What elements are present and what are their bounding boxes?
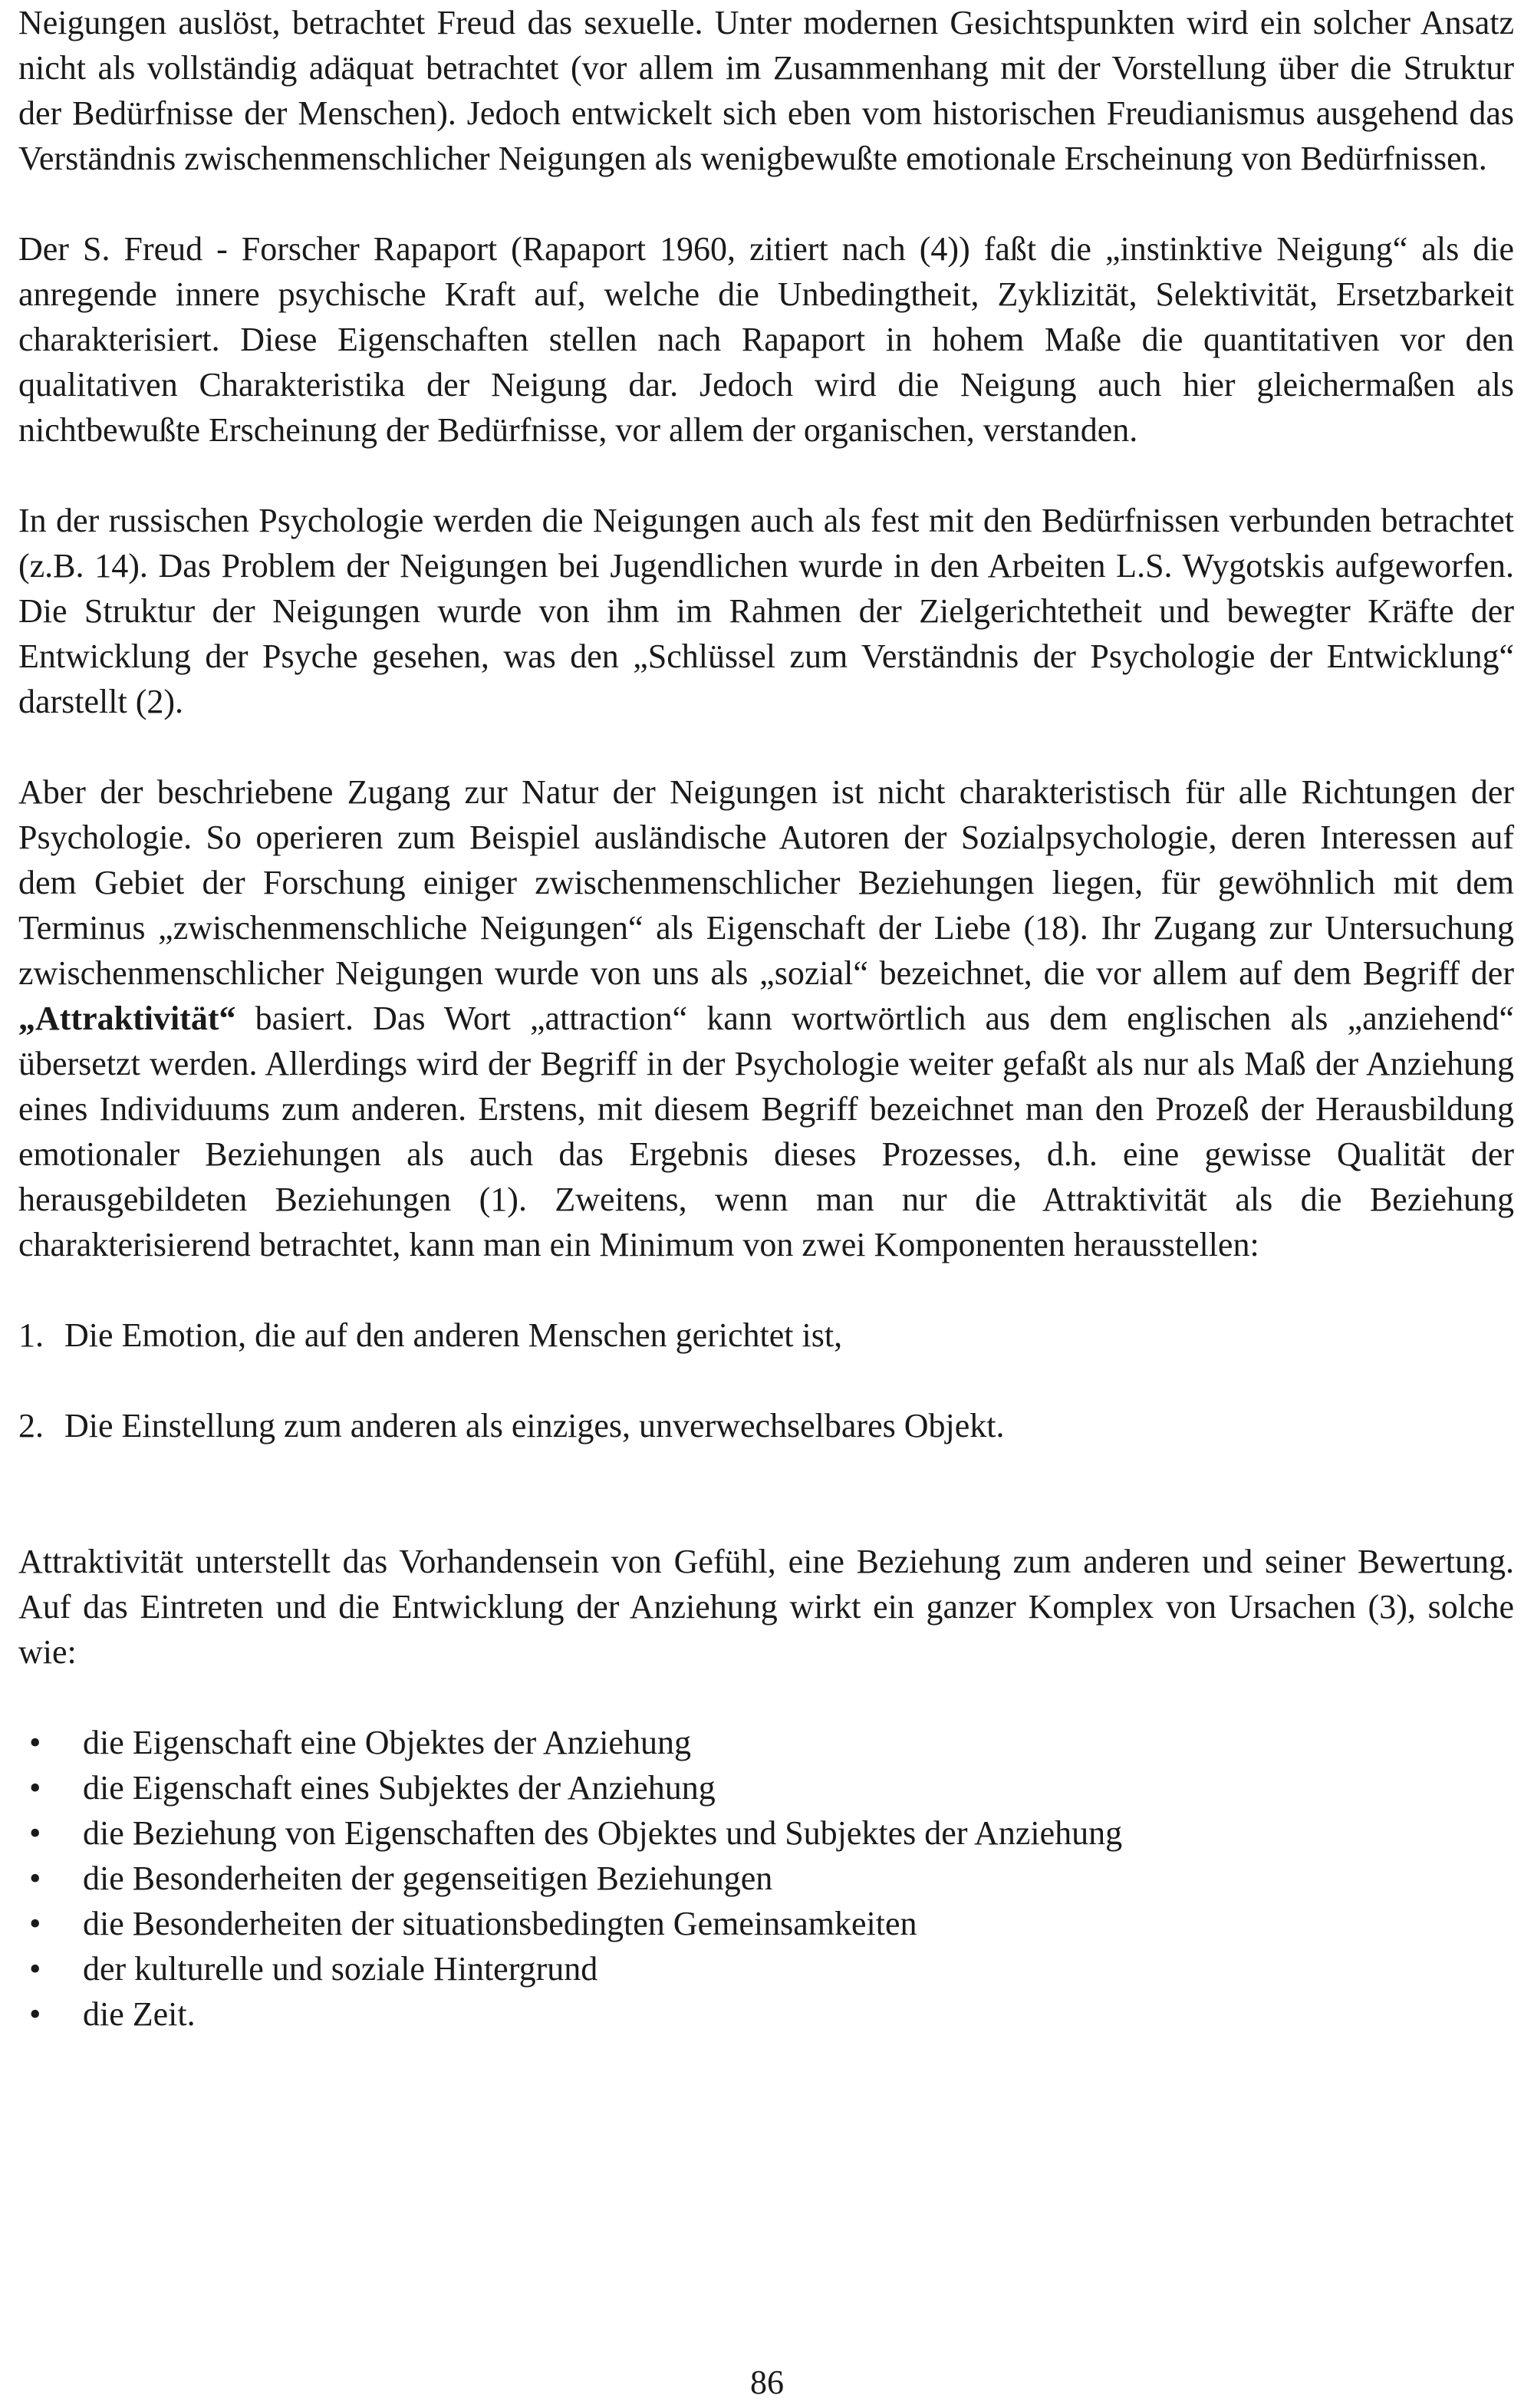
paragraph-russian-psychology: In der russischen Psychologie werden die Neigungen auch als fest mit den Bedürfnissen verbunden betrachtet (z.B. 14). Das Problem der Neigungen bei Jugendlichen wurde in den Arbeiten L.S. Wygotskis aufgeworfen. Die Struktur der Neigungen wurde von ihm im Rahmen der Zielgerichtetheit und bewegter Kräfte der Entwicklung der Psyche gesehen, was den „Schlüssel zum Verständnis der Psychologie der Entwicklung“ darstellt (2).	[18, 502, 1514, 720]
list-item	[18, 1313, 1514, 1358]
list-item-text: Die Emotion, die auf den anderen Menschen gerichtet ist,	[64, 1316, 843, 1354]
list-item-text: die Beziehung von Eigenschaften des Objektes und Subjektes der Anziehung	[83, 1814, 1123, 1852]
list-item	[18, 1765, 1514, 1810]
list-item	[18, 1720, 1514, 1765]
bullet-icon: •	[29, 1950, 41, 1988]
bullet-list	[18, 1720, 1514, 2037]
list-item-text: die Besonderheiten der gegenseitigen Beziehungen	[83, 1860, 773, 1897]
list-item-text: die Besonderheiten der situationsbedingten Gemeinsamkeiten	[83, 1905, 917, 1942]
bullet-icon: •	[29, 1860, 41, 1897]
numbered-list	[18, 1313, 1514, 1448]
paragraph-attraktivitaet	[18, 769, 1514, 1267]
paragraph-freud-sexual: Neigungen auslöst, betrachtet Freud das sexuelle. Unter modernen Gesichtspunkten wird ein solcher Ansatz nicht als vollständig adäquat betrachtet (vor allem im Zusammenhang mit der Vorstellung über die Struktur der Bedürfnisse der Menschen). Jedoch entwickelt sich eben vom historischen Freudianismus ausgehend das Verständnis zwischenmenschlicher Neigungen als wenigbewußte emotionale Erscheinung von Bedürfnissen.	[18, 4, 1514, 177]
list-item-text: der kulturelle und soziale Hintergrund	[83, 1950, 598, 1988]
paragraph-ursachen: Attraktivität unterstellt das Vorhandensein von Gefühl, eine Beziehung zum anderen und seiner Bewertung. Auf das Eintreten und die Entwicklung der Anziehung wirkt ein ganzer Komplex von Ursachen (3), solche wie:	[18, 1543, 1514, 1671]
paragraph-text-before: Aber der beschriebene Zugang zur Natur der Neigungen ist nicht charakteristisch für alle Richtungen der Psychologie. So operieren zum Beispiel ausländische Autoren der Sozialpsychologie, deren Interessen auf dem Gebiet der Forschung einiger zwischenmenschlicher Beziehungen liegen, für gewöhnlich mit dem Terminus „zwischenmenschliche Neigungen“ als Eigenschaft der Liebe (18). Ihr Zugang zur Untersuchung zwischenmenschlicher Neigungen wurde von uns als „sozial“ bezeichnet, die vor allem auf dem Begriff der	[18, 773, 1514, 992]
paragraph-rapaport: Der S. Freud - Forscher Rapaport (Rapaport 1960, zitiert nach (4)) faßt die „instinktive Neigung“ als die anregende innere psychische Kraft auf, welche die Unbedingtheit, Zyklizität, Selektivität, Ersetzbarkeit charakterisiert. Diese Eigenschaften stellen nach Rapaport in hohem Maße die quantitativen vor den qualitativen Charakteristika der Neigung dar. Jedoch wird die Neigung auch hier gleichermaßen als nichtbewußte Erscheinung der Bedürfnisse, vor allem der organischen, verstanden.	[18, 230, 1514, 449]
list-item	[18, 1403, 1514, 1448]
list-number: 1.	[18, 1316, 44, 1354]
list-item	[18, 1946, 1514, 1991]
list-item-text: Die Einstellung zum anderen als einziges, unverwechselbares Objekt.	[64, 1407, 1005, 1444]
bullet-icon: •	[29, 1905, 41, 1942]
bullet-icon: •	[29, 1814, 41, 1852]
list-item-text: die Eigenschaft eines Subjektes der Anziehung	[83, 1769, 716, 1807]
list-item-text: die Zeit.	[83, 1995, 196, 2033]
page-body	[18, 0, 1514, 2037]
bullet-icon: •	[29, 1724, 41, 1761]
bullet-icon: •	[29, 1769, 41, 1807]
term-attraktivitaet: „Attraktivität“	[18, 1000, 236, 1037]
list-item	[18, 1991, 1514, 2037]
page-number: 86	[750, 2364, 784, 2401]
list-item	[18, 1810, 1514, 1856]
list-item	[18, 1856, 1514, 1901]
list-number: 2.	[18, 1407, 44, 1444]
paragraph-text-after: basiert. Das Wort „attraction“ kann wortwörtlich aus dem englischen als „anziehend“ übersetzt werden. Allerdings wird der Begriff in der Psychologie weiter gefaßt als nur als Maß der Anziehung eines Individuums zum anderen. Erstens, mit diesem Begriff bezeichnet man den Prozeß der Herausbildung emotionaler Beziehungen als auch das Ergebnis dieses Prozesses, d.h. eine gewisse Qualität der herausgebildeten Beziehungen (1). Zweitens, wenn man nur die Attraktivität als die Beziehung charakterisierend betrachtet, kann man ein Minimum von zwei Komponenten herausstellen:	[18, 1000, 1514, 1263]
list-item-text: die Eigenschaft eine Objektes der Anziehung	[83, 1724, 691, 1761]
list-item	[18, 1901, 1514, 1946]
bullet-icon: •	[29, 1995, 41, 2033]
